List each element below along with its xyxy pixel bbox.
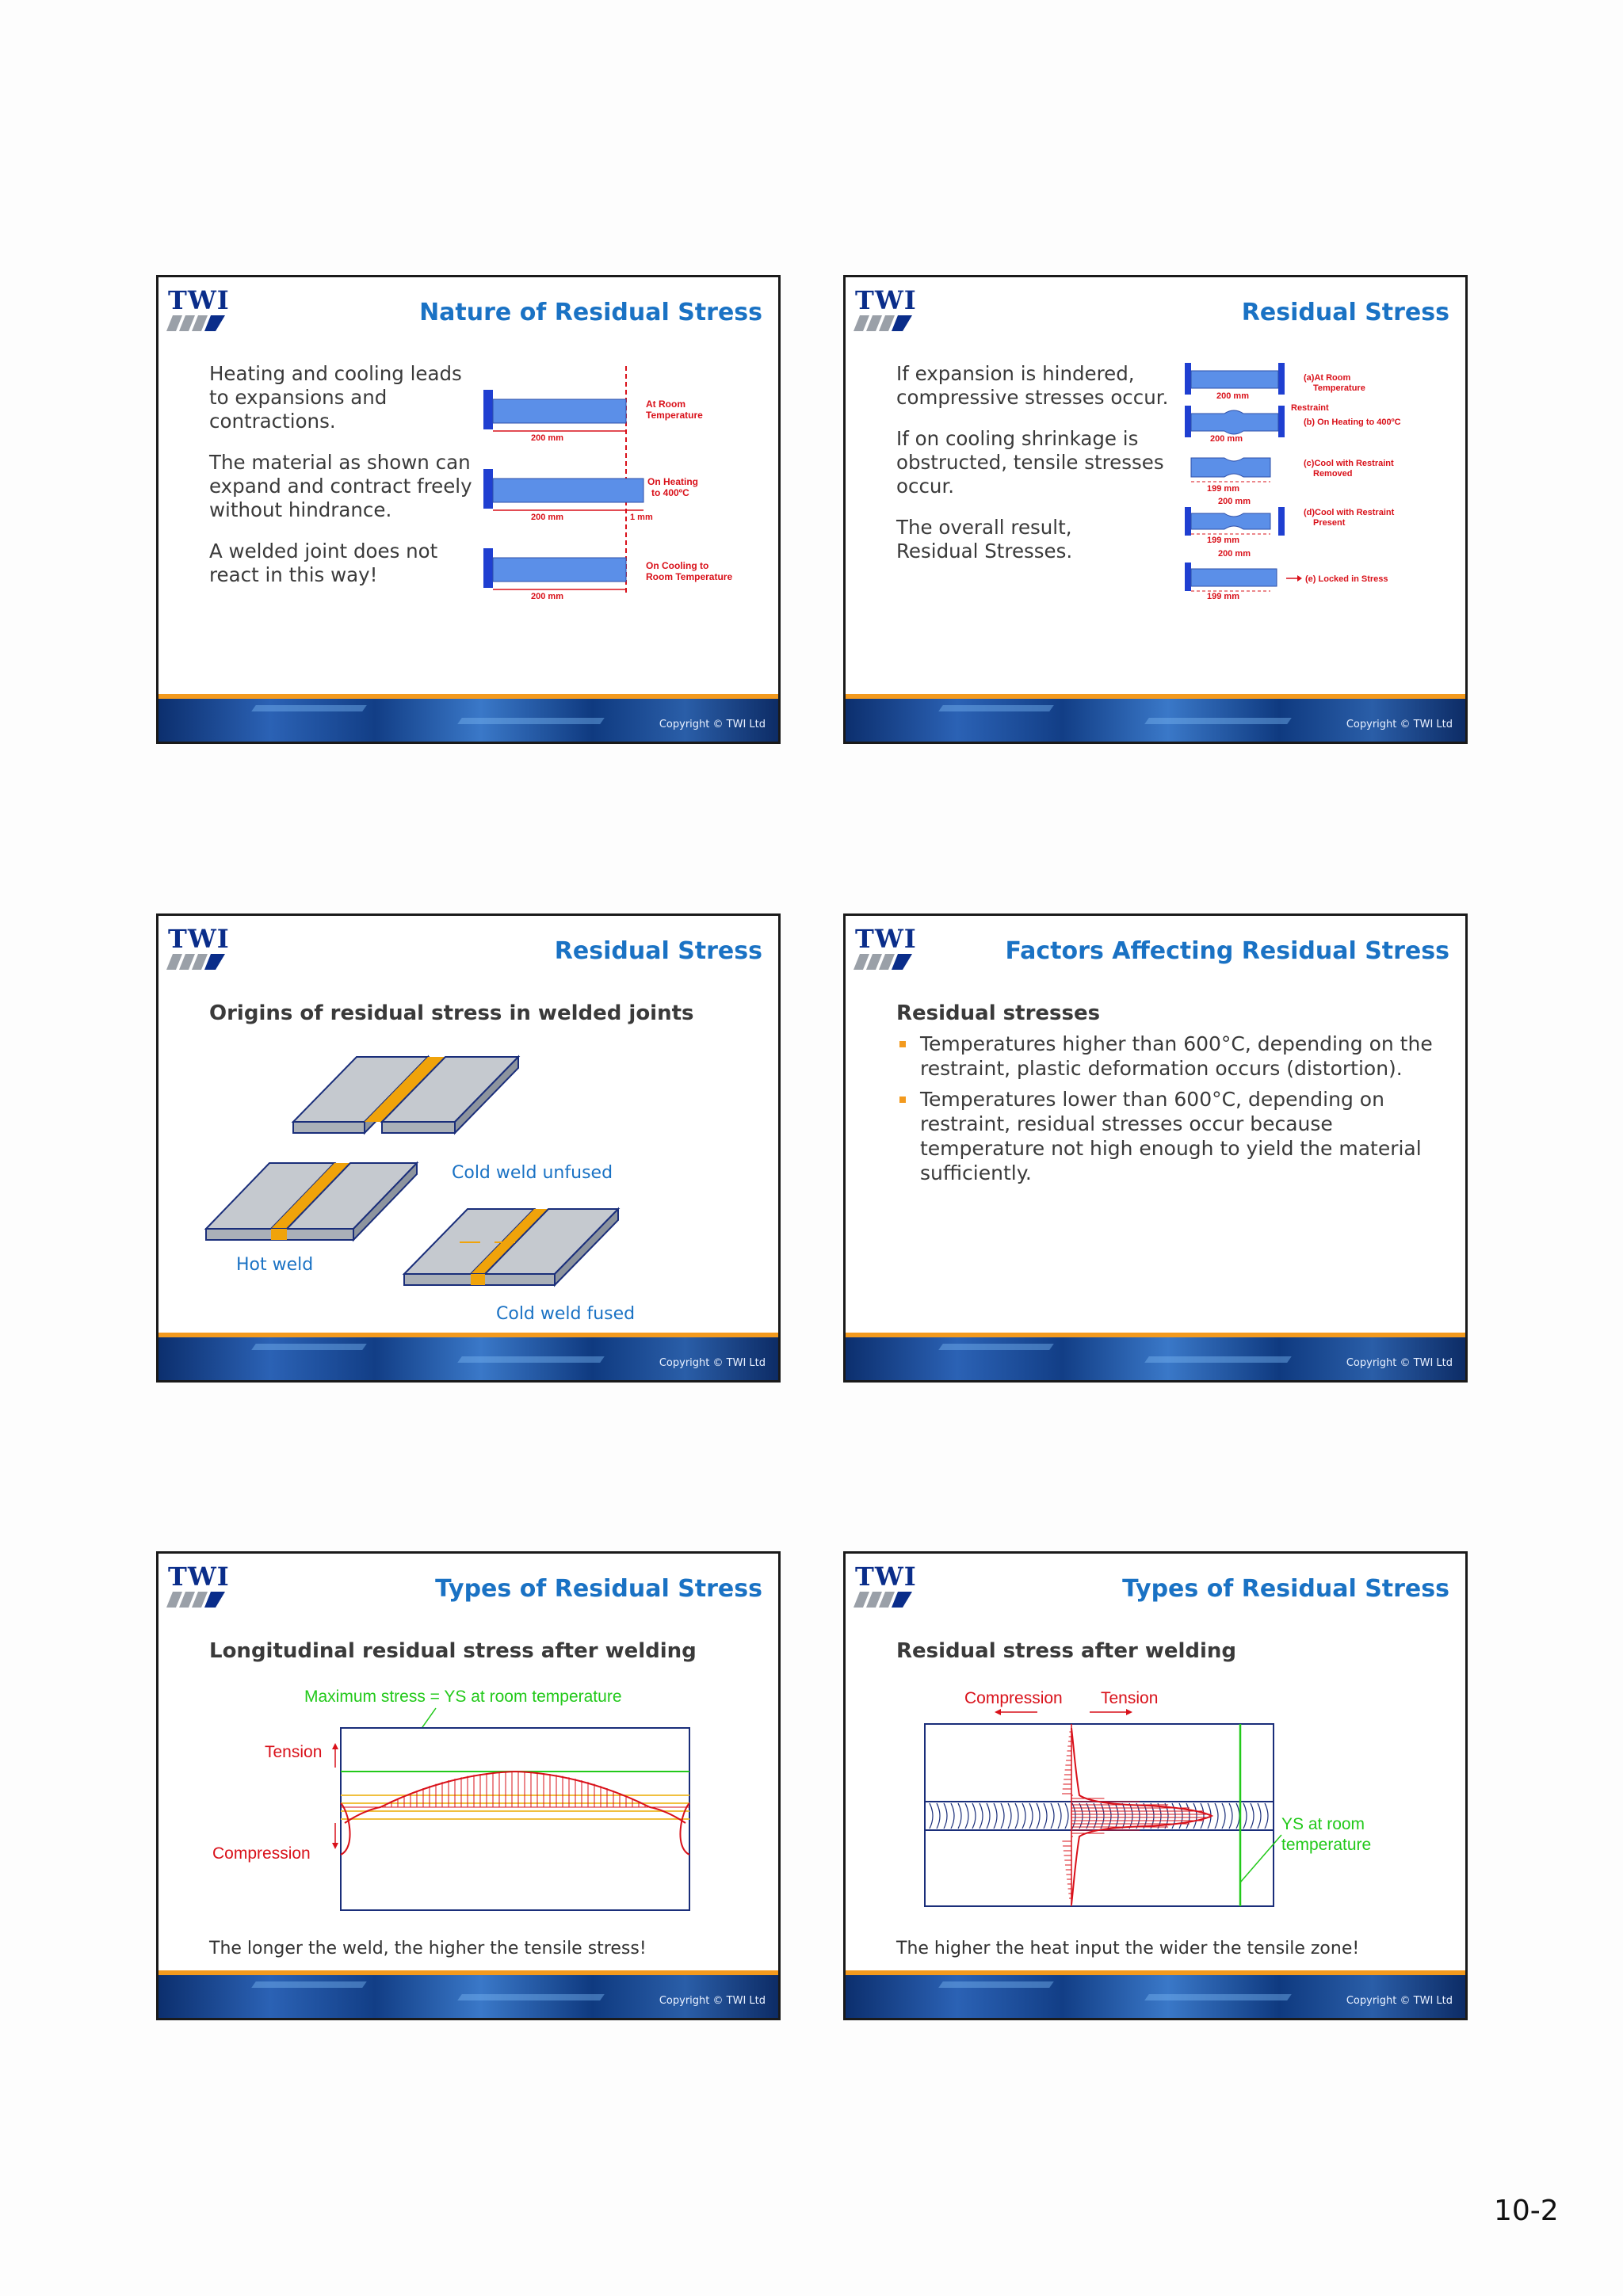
dim-label: 200 mm <box>1210 434 1243 444</box>
max-stress-label: Maximum stress = YS at room temperature <box>304 1688 622 1706</box>
paragraph: If on cooling shrinkage is obstructed, tensile stresses occur. <box>896 427 1164 498</box>
slide-title: Types of Residual Stress <box>435 1575 762 1603</box>
weld-bead <box>925 1802 1274 1830</box>
stage-label: (c)Cool with Restraint <box>1304 459 1394 468</box>
twi-logo-mark-icon <box>166 315 227 333</box>
twi-logo-mark-icon <box>854 1592 914 1609</box>
tension-label: Tension <box>265 1743 323 1761</box>
stage-label: (b) On Heating to 400ºC <box>1304 418 1401 427</box>
dim-label: 199 mm <box>1207 484 1239 494</box>
bar-label: Room Temperature <box>646 571 733 582</box>
dim-label: 199 mm <box>1207 536 1239 545</box>
dim-label: 200 mm <box>1218 497 1251 506</box>
slide-subheading: Residual stress after welding <box>896 1639 1237 1663</box>
ys-label: YS at room <box>1281 1815 1365 1833</box>
slide-subheading: Longitudinal residual stress after welding <box>209 1639 697 1663</box>
dim-label: 200 mm <box>531 592 563 601</box>
stage-label: (d)Cool with Restraint <box>1304 508 1395 517</box>
bullet-item: Temperatures lower than 600°C, depending on restraint, residual stresses occur because temperature not high enough to yield the material sufficiently. <box>896 1087 1435 1185</box>
twi-logo: TWI <box>165 924 228 971</box>
slide-title: Residual Stress <box>554 937 762 965</box>
compression-label: Compression <box>212 1844 311 1863</box>
twi-logo: TWI <box>852 1562 915 1609</box>
slide-factors-affecting-residual-stress <box>843 913 1468 1383</box>
slide-caption: The higher the heat input the wider the tensile zone! <box>896 1939 1360 1958</box>
twi-logo: TWI <box>852 924 915 971</box>
twi-logo: TWI <box>165 285 228 333</box>
support-block <box>483 390 493 429</box>
paragraph: A welded joint does not react in this way! <box>209 540 438 586</box>
slide-caption: The longer the weld, the higher the tensile stress! <box>209 1939 647 1958</box>
bar-room-temp <box>493 399 626 423</box>
dim-label: 200 mm <box>531 433 563 443</box>
paragraph: If expansion is hindered, compressive stresses occur. <box>896 362 1169 409</box>
bar-heating <box>493 479 643 502</box>
copyright: Copyright © TWI Ltd <box>659 719 766 730</box>
twi-logo: TWI <box>852 285 915 333</box>
dim-label: 200 mm <box>1216 391 1249 401</box>
caption-cold-weld-fused: Cold weld fused <box>496 1304 636 1324</box>
cold-weld-unfused-plates <box>293 1057 518 1133</box>
dim-label: 200 mm <box>531 513 563 522</box>
transverse-stress-diagram <box>885 1684 1456 1938</box>
bar-label: to 400ºC <box>651 487 689 498</box>
stage-label: Temperature <box>1313 383 1365 393</box>
bar-label: At Room <box>646 399 685 410</box>
bullet-marker <box>899 1097 906 1103</box>
slide-footer <box>846 1970 1465 2018</box>
support-block <box>483 548 493 588</box>
caption-cold-weld-unfused: Cold weld unfused <box>452 1163 613 1183</box>
stage-label: (a)At Room <box>1304 373 1351 383</box>
restraint-label: Restraint <box>1291 403 1329 413</box>
stage-label: Removed <box>1313 469 1353 479</box>
slide-subheading: Origins of residual stress in welded joints <box>209 1001 694 1025</box>
twi-logo: TWI <box>165 1562 228 1609</box>
expansion-diagram <box>483 366 781 627</box>
caption-hot-weld: Hot weld <box>236 1255 314 1275</box>
bullet-item: Temperatures higher than 600°C, depending on the restraint, plastic deformation occurs (distortion). <box>896 1032 1435 1081</box>
slide-footer <box>158 1333 778 1380</box>
slide-footer <box>158 694 778 742</box>
bar-label: Temperature <box>646 410 703 421</box>
copyright: Copyright © TWI Ltd <box>1346 1995 1453 2007</box>
bullet-list <box>896 1032 1435 1185</box>
slide-longitudinal-residual-stress <box>156 1551 781 2020</box>
copyright: Copyright © TWI Ltd <box>659 1357 766 1369</box>
copyright: Copyright © TWI Ltd <box>659 1995 766 2007</box>
restraint-diagram <box>1185 361 1462 646</box>
copyright: Copyright © TWI Ltd <box>1346 1357 1453 1369</box>
paragraph: The overall result, Residual Stresses. <box>896 516 1073 563</box>
bar-label: On Cooling to <box>646 560 709 571</box>
stage-label: Present <box>1313 518 1346 528</box>
slide-title: Nature of Residual Stress <box>419 299 762 326</box>
slide-title: Types of Residual Stress <box>1122 1575 1449 1603</box>
twi-logo-mark-icon <box>166 1592 227 1609</box>
twi-logo-mark-icon <box>854 315 914 333</box>
slide-residual-stress-restraint <box>843 275 1468 744</box>
twi-logo-mark-icon <box>854 954 914 971</box>
dim-label: 200 mm <box>1218 549 1251 559</box>
cold-weld-fused-plates <box>404 1209 618 1285</box>
paragraph: The material as shown can expand and contract freely without hindrance. <box>209 451 472 521</box>
twi-logo-mark-icon <box>166 954 227 971</box>
hot-weld-plates <box>206 1163 417 1240</box>
copyright: Copyright © TWI Ltd <box>1346 719 1453 730</box>
slide-title: Factors Affecting Residual Stress <box>1005 937 1449 965</box>
bar-cooling <box>493 558 626 582</box>
slide-nature-of-residual-stress <box>156 275 781 744</box>
slide-origins-residual-stress <box>156 913 781 1383</box>
bar-label: On Heating <box>647 476 699 487</box>
slide-footer <box>846 1333 1465 1380</box>
page-number: 10-2 <box>1494 2195 1559 2227</box>
paragraph: Heating and cooling leads to expansions and contractions. <box>209 362 462 433</box>
slide-title: Residual Stress <box>1241 299 1449 326</box>
slide-footer <box>158 1970 778 2018</box>
tension-label: Tension <box>1101 1689 1159 1707</box>
bullet-marker <box>899 1041 906 1047</box>
ys-label: temperature <box>1281 1836 1372 1854</box>
slide-residual-stress-after-welding <box>843 1551 1468 2020</box>
compression-label: Compression <box>964 1689 1063 1707</box>
slide-footer <box>846 694 1465 742</box>
slide-subheading: Residual stresses <box>896 1001 1101 1025</box>
longitudinal-stress-diagram <box>198 1684 753 1938</box>
support-block <box>483 469 493 509</box>
dim-extra-label: 1 mm <box>630 513 653 522</box>
stage-label: (e) Locked in Stress <box>1305 574 1388 584</box>
dim-label: 199 mm <box>1207 592 1239 601</box>
